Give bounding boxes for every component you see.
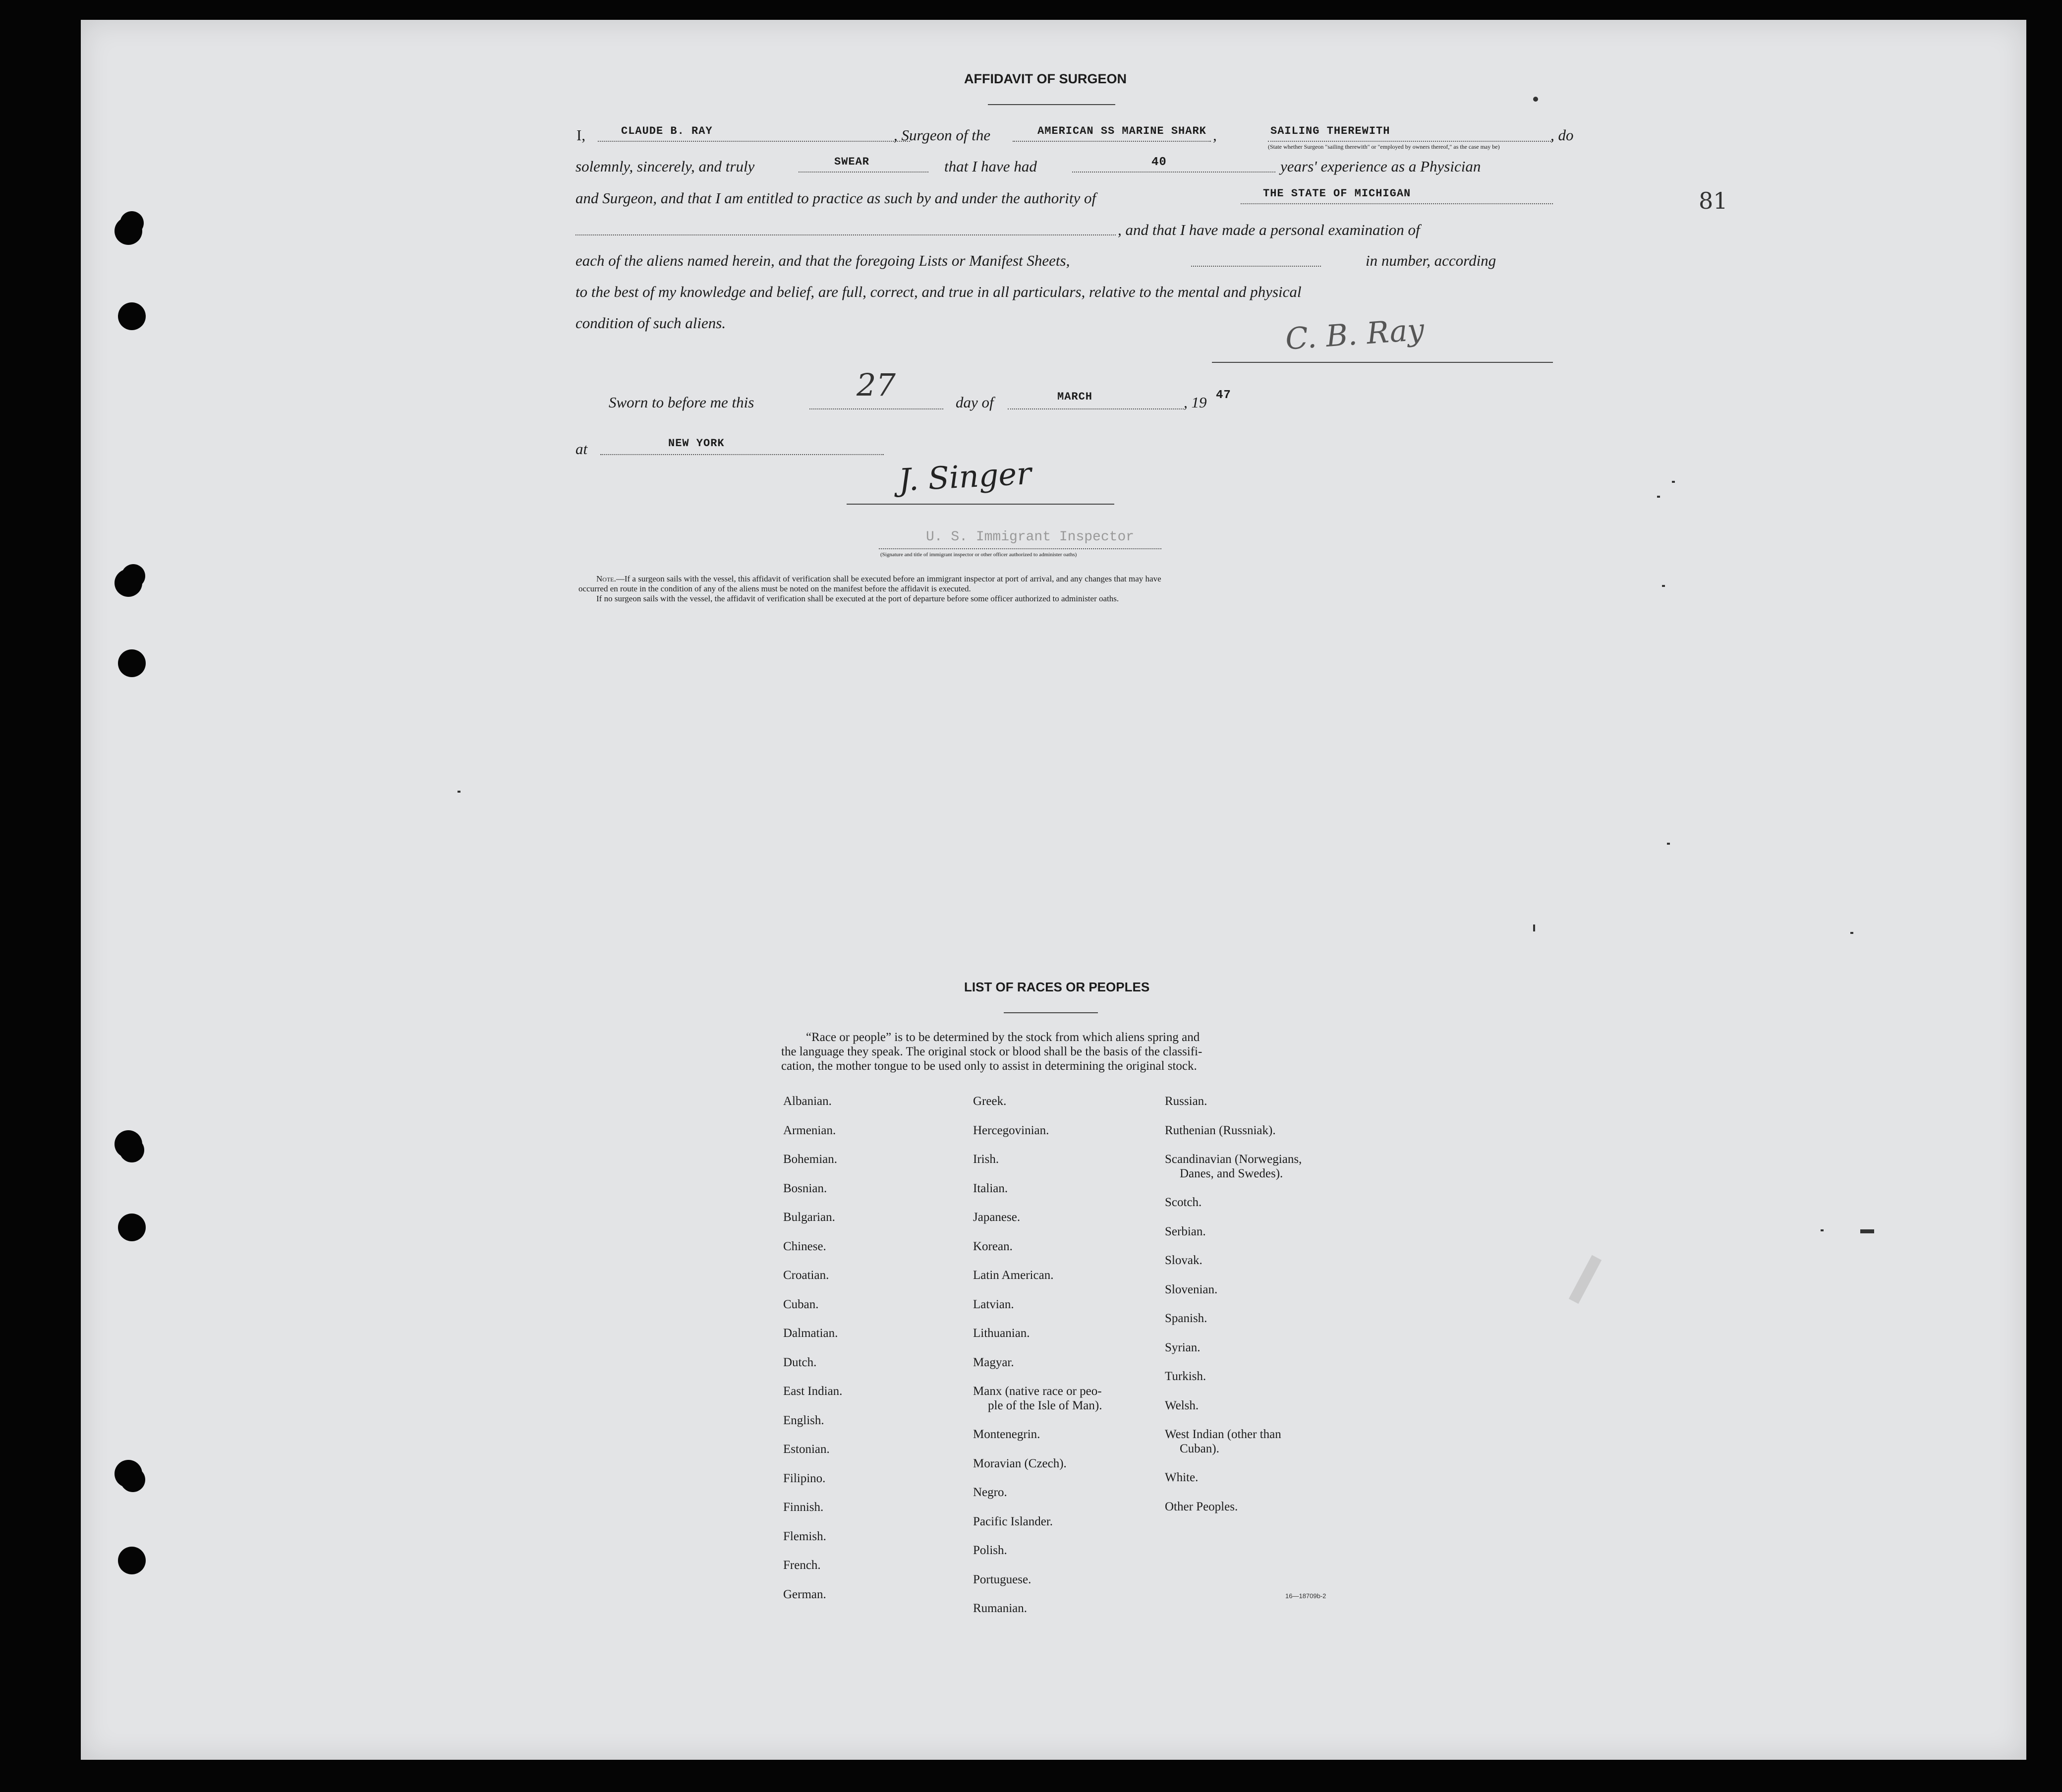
vessel-name: AMERICAN SS MARINE SHARK (1037, 125, 1206, 137)
race-entry: Greek. (973, 1095, 1007, 1108)
line7: condition of such aliens. (575, 314, 726, 332)
punch-hole (120, 211, 144, 235)
race-entry: Italian. (973, 1181, 1008, 1195)
race-entry: Bosnian. (783, 1181, 827, 1195)
line4: , and that I have made a personal examination of (1118, 221, 1420, 238)
intro-line: cation, the mother tongue to be used only to assist in determining the original stock. (781, 1059, 1197, 1073)
capacity: SAILING THEREWITH (1270, 125, 1390, 137)
speck (1672, 481, 1675, 483)
punch-hole (118, 302, 146, 330)
race-entry: Bohemian. (783, 1153, 838, 1166)
line2-mid: that I have had (944, 158, 1037, 175)
race-entry: Rumanian. (973, 1602, 1028, 1615)
race-entry: Albanian. (783, 1095, 832, 1108)
race-entry: Bulgarian. (783, 1211, 835, 1224)
speck (1662, 585, 1665, 587)
sworn-day: 27 (857, 367, 896, 403)
races-title: LIST OF RACES OR PEOPLES (964, 980, 1150, 994)
race-entry: Japanese. (973, 1211, 1021, 1224)
speck (1533, 97, 1538, 102)
form-number: 16—18709b-2 (1285, 1592, 1326, 1600)
race-entry: Irish. (973, 1153, 999, 1166)
race-entry: Negro. (973, 1486, 1007, 1499)
stamp-mark (1569, 1255, 1602, 1304)
race-entry: Latvian. (973, 1297, 1014, 1311)
race-entry: Spanish. (1165, 1312, 1207, 1325)
speck (1657, 496, 1660, 498)
surgeon-signature: C. B. Ray (1284, 312, 1426, 357)
line1-pre: I, (576, 126, 586, 144)
race-entry: White. (1165, 1471, 1199, 1484)
speck (1850, 932, 1853, 934)
race-entry: Turkish. (1165, 1370, 1206, 1383)
inspector-signature: J. Singer (898, 455, 1032, 498)
sheets-count-line (1191, 266, 1321, 267)
race-entry: ple of the Isle of Man). (988, 1398, 1102, 1412)
speck (1821, 1229, 1824, 1231)
note-line1: —If a surgeon sails with the vessel, this affidavit of verification shall be executed before an immigrant inspector at port of arrival, and any changes that may have (616, 574, 1161, 583)
line6: to the best of my knowledge and belief, are full, correct, and true in all particulars, relative to the mental and physical (575, 283, 1302, 300)
race-entry: Cuban. (783, 1297, 819, 1311)
race-entry: Armenian. (783, 1123, 836, 1137)
race-entry: West Indian (other than (1165, 1428, 1281, 1441)
race-entry: Lithuanian. (973, 1327, 1030, 1340)
race-entry: Slovenian. (1165, 1282, 1218, 1296)
note (596, 574, 1161, 584)
years-count: 40 (1151, 156, 1167, 169)
race-entry: Cuban). (1180, 1442, 1219, 1455)
race-entry: Croatian. (783, 1269, 829, 1282)
punch-hole (118, 1214, 146, 1241)
years-line (1072, 172, 1275, 173)
race-entry: Manx (native race or peo- (973, 1385, 1102, 1398)
surgeon-name: CLAUDE B. RAY (621, 125, 713, 137)
sworn-month: MARCH (1057, 391, 1093, 403)
race-entry: Polish. (973, 1544, 1007, 1557)
races-title-rule (1004, 1012, 1098, 1013)
race-entry: Montenegrin. (973, 1428, 1040, 1441)
day-line (809, 408, 943, 409)
race-entry: Dutch. (783, 1355, 817, 1369)
place-line (600, 454, 884, 455)
speck (1533, 925, 1535, 931)
race-entry: Flemish. (783, 1529, 826, 1543)
intro-line: “Race or people” is to be determined by the stock from which aliens spring and (806, 1031, 1200, 1044)
note-line3: If no surgeon sails with the vessel, the affidavit of verification shall be executed at the port of departure before some officer authorized to administer oaths. (596, 594, 1119, 603)
race-entry: Estonian. (783, 1443, 830, 1456)
punch-hole (118, 1547, 146, 1574)
title-rule (988, 104, 1115, 105)
sworn-place: NEW YORK (668, 437, 725, 450)
surgeon-name-line (598, 141, 910, 142)
line2-pre: solemnly, sincerely, and truly (575, 158, 755, 175)
line2-post: years' experience as a Physician (1280, 158, 1481, 175)
line1-mid: , Surgeon of the (894, 126, 991, 144)
sworn-year: 47 (1216, 389, 1231, 402)
race-entry: Portuguese. (973, 1572, 1031, 1586)
race-entry: Scotch. (1165, 1196, 1202, 1209)
line5-pre: each of the aliens named herein, and that the foregoing Lists or Manifest Sheets, (575, 252, 1070, 269)
race-entry: Danes, and Swedes). (1180, 1166, 1283, 1180)
oath-line (799, 172, 928, 173)
at-pre: at (575, 440, 588, 458)
note-line2: occurred en route in the condition of any of the aliens must be noted on the manifest before the affidavit is executed. (578, 584, 971, 593)
intro-line: the language they speak. The original stock or blood shall be the basis of the classifi- (781, 1045, 1203, 1058)
race-entry: German. (783, 1587, 826, 1601)
race-entry: Hercegovinian. (973, 1123, 1049, 1137)
punch-hole (120, 1467, 145, 1492)
race-entry: Russian. (1165, 1095, 1207, 1108)
races-intro (781, 1030, 1202, 1073)
inspector-title: U. S. Immigrant Inspector (926, 529, 1135, 545)
race-entry: East Indian. (783, 1385, 843, 1398)
sworn-pre: Sworn to before me this (609, 394, 754, 411)
oath-word: SWEAR (834, 156, 870, 168)
signature-caption: (Signature and title of immigrant inspector or other officer authorized to administer oaths) (880, 552, 1077, 558)
speck (458, 791, 460, 793)
note-label: Note. (596, 574, 616, 583)
line3-pre: and Surgeon, and that I am entitled to practice as such by and under the authority of (575, 189, 1096, 207)
authority: THE STATE OF MICHIGAN (1263, 187, 1411, 200)
month-line (1008, 408, 1184, 409)
race-entry: Scandinavian (Norwegians, (1165, 1153, 1302, 1166)
race-entry: Ruthenian (Russniak). (1165, 1123, 1276, 1137)
inspector-signature-line (847, 504, 1114, 505)
authority-line (1241, 203, 1553, 204)
race-entry: Syrian. (1165, 1340, 1201, 1354)
race-entry: Finnish. (783, 1501, 824, 1514)
race-entry: Serbian. (1165, 1224, 1206, 1238)
race-entry: Chinese. (783, 1239, 826, 1253)
sworn-year-pre: , 19 (1184, 394, 1207, 411)
line1-post: , do (1550, 126, 1574, 144)
race-entry: French. (783, 1559, 821, 1572)
race-entry: Dalmatian. (783, 1327, 838, 1340)
race-entry: Korean. (973, 1239, 1013, 1253)
vessel-line (1013, 141, 1211, 142)
speck (1860, 1229, 1874, 1233)
race-entry: Welsh. (1165, 1398, 1199, 1412)
capacity-line (1268, 141, 1553, 142)
punch-hole (118, 649, 146, 677)
punch-hole (119, 1138, 144, 1162)
race-entry: English. (783, 1413, 824, 1427)
race-entry: Latin American. (973, 1269, 1054, 1282)
capacity-note: (State whether Surgeon "sailing therewith" or "employed by owners thereof," as the case may be) (1268, 143, 1500, 150)
sworn-mid: day of (956, 394, 994, 411)
race-entry: Pacific Islander. (973, 1514, 1053, 1528)
comma: , (1213, 126, 1217, 144)
inspector-title-line (879, 548, 1161, 549)
race-entry: Filipino. (783, 1471, 826, 1485)
surgeon-signature-line (1212, 362, 1553, 363)
punch-hole (121, 564, 145, 588)
race-entry: Magyar. (973, 1355, 1014, 1369)
blank-line (575, 234, 1116, 235)
race-entry: Slovak. (1165, 1254, 1203, 1267)
page-number: 81 (1699, 187, 1728, 214)
speck (1667, 843, 1670, 845)
manifest-page (81, 20, 2026, 1760)
race-entry: Moravian (Czech). (973, 1456, 1067, 1470)
race-entry: Other Peoples. (1165, 1500, 1238, 1513)
affidavit-title: AFFIDAVIT OF SURGEON (964, 71, 1127, 86)
line5-post: in number, according (1366, 252, 1496, 269)
